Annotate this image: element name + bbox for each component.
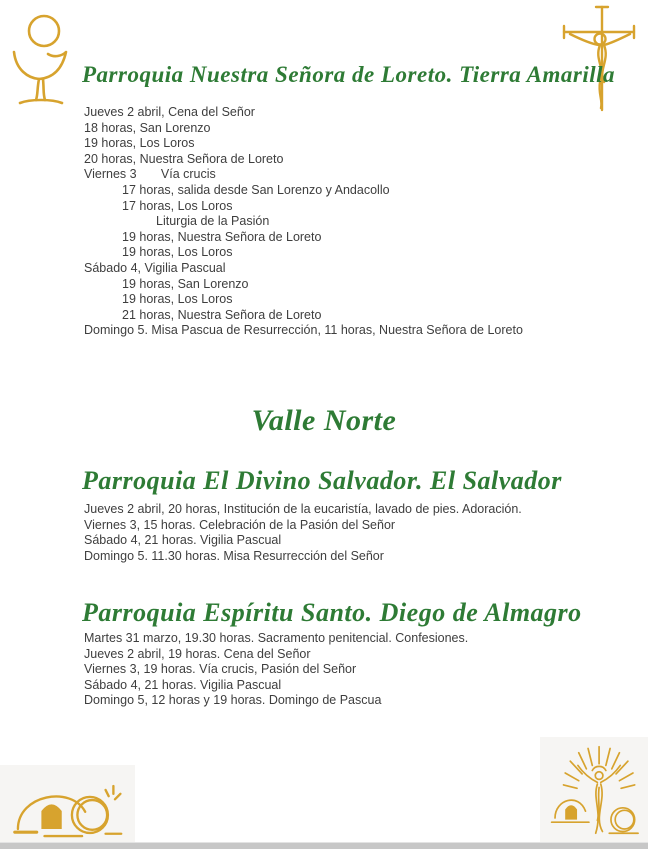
schedule-loreto bbox=[84, 105, 624, 339]
schedule-line: 19 horas, Los Loros bbox=[122, 245, 233, 260]
schedule-line: 19 horas, San Lorenzo bbox=[122, 276, 249, 291]
schedule-line: Liturgia de la Pasión bbox=[156, 214, 270, 229]
crucifix-icon bbox=[558, 4, 640, 116]
schedule-line: Viernes 3 Vía crucis bbox=[84, 167, 216, 182]
schedule-line: Viernes 3, 15 horas. Celebración de la Pasión del Señor bbox=[84, 517, 396, 532]
risen-christ-card bbox=[540, 737, 648, 843]
page-bottom-edge bbox=[0, 842, 648, 849]
schedule-line: 17 horas, salida desde San Lorenzo y Andacollo bbox=[122, 182, 390, 197]
schedule-line: Sábado 4, Vigilia Pascual bbox=[84, 260, 226, 275]
schedule-line: 17 horas, Los Loros bbox=[122, 198, 233, 213]
schedule-line: Jueves 2 abril, Cena del Señor bbox=[84, 105, 255, 119]
schedule-line: 19 horas, Nuestra Señora de Loreto bbox=[122, 229, 322, 244]
section-title-espiritu-santo: Parroquia Espíritu Santo. Diego de Almagro bbox=[82, 598, 582, 627]
schedule-salvador bbox=[84, 502, 634, 564]
section-title-salvador: Parroquia El Divino Salvador. El Salvador bbox=[82, 466, 562, 495]
schedule-line: 19 horas, Los Loros bbox=[84, 136, 195, 151]
risen-christ-icon bbox=[543, 740, 645, 840]
schedule-line: Jueves 2 abril, 20 horas, Institución de la eucaristía, lavado de pies. Adoración. bbox=[84, 502, 522, 516]
schedule-line: Viernes 3, 19 horas. Vía crucis, Pasión del Señor bbox=[84, 662, 357, 677]
empty-tomb-icon bbox=[3, 768, 133, 840]
schedule-line: Domingo 5. Misa Pascua de Resurrección, 11 horas, Nuestra Señora de Loreto bbox=[84, 323, 523, 338]
schedule-line: 21 horas, Nuestra Señora de Loreto bbox=[122, 307, 322, 322]
section-title-loreto: Parroquia Nuestra Señora de Loreto. Tierra Amarilla bbox=[82, 62, 616, 87]
empty-tomb-card bbox=[0, 765, 135, 843]
schedule-espiritu-santo bbox=[84, 631, 634, 709]
schedule-line: Domingo 5, 12 horas y 19 horas. Domingo de Pascua bbox=[84, 693, 382, 708]
schedule-line: Domingo 5. 11.30 horas. Misa Resurrección del Señor bbox=[84, 548, 384, 563]
schedule-line: 20 horas, Nuestra Señora de Loreto bbox=[84, 151, 284, 166]
schedule-line: Jueves 2 abril, 19 horas. Cena del Señor bbox=[84, 646, 311, 661]
schedule-line: Sábado 4, 21 horas. Vigilia Pascual bbox=[84, 677, 282, 692]
schedule-line: 18 horas, San Lorenzo bbox=[84, 120, 211, 135]
schedule-line: 19 horas, Los Loros bbox=[122, 292, 233, 307]
region-heading: Valle Norte bbox=[251, 404, 397, 437]
schedule-line: Sábado 4, 21 horas. Vigilia Pascual bbox=[84, 533, 282, 548]
schedule-line: Martes 31 marzo, 19.30 horas. Sacramento penitencial. Confesiones. bbox=[84, 631, 469, 645]
chalice-with-host-icon bbox=[8, 10, 74, 108]
